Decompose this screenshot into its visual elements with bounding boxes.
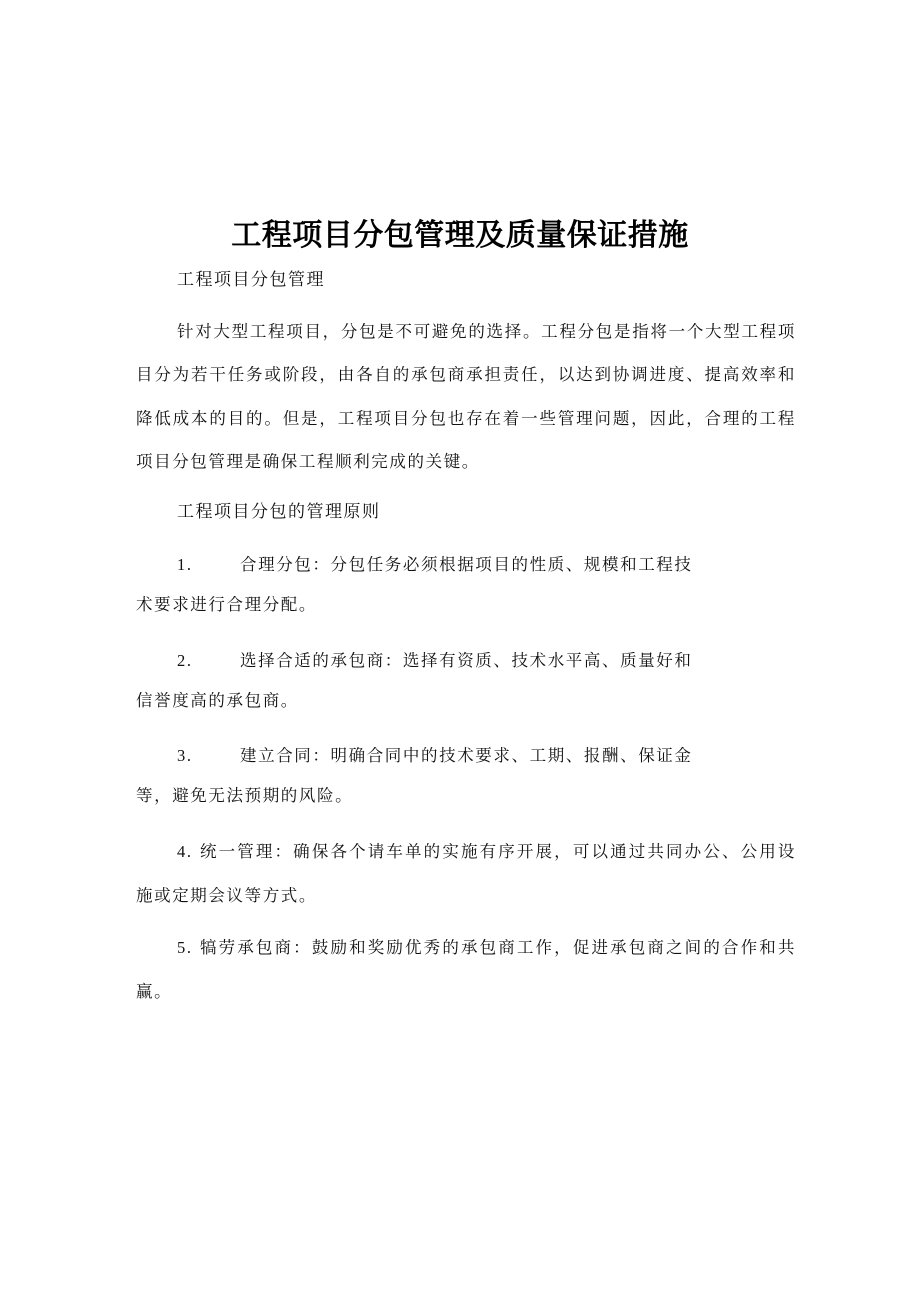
list-item-number: 4. (177, 842, 193, 861)
section-heading-subcontract-management: 工程项目分包管理 (177, 270, 325, 290)
list-item-text: 选择合适的承包商：选择有资质、技术水平高、质量好和 (240, 651, 693, 670)
list-item-continuation: 术要求进行合理分配。 (136, 595, 317, 614)
list-item-number: 3. (177, 746, 193, 765)
list-item-continuation: 等，避免无法预期的风险。 (136, 786, 354, 805)
section-heading-management-principles: 工程项目分包的管理原则 (177, 502, 381, 522)
list-item (136, 926, 796, 1014)
list-item-continuation: 信誉度高的承包商。 (136, 691, 299, 710)
list-item-number: 5. (177, 938, 193, 957)
list-item-text: 建立合同：明确合同中的技术要求、工期、报酬、保证金 (240, 746, 693, 765)
list-item (136, 830, 796, 918)
list-item-text: 犒劳承包商：鼓励和奖励优秀的承包商工作，促进承包商之间的合作和共赢。 (136, 938, 796, 1001)
intro-paragraph: 针对大型工程项目，分包是不可避免的选择。工程分包是指将一个大型工程项目分为若干任务或阶段，由各自的承包商承担责任，以达到协调进度、提高效率和降低成本的目的。但是，工程项目分包也存在着一些管理问题，因此，合理的工程项目分包管理是确保工程顺利完成的关键。 (136, 322, 796, 471)
list-item-text: 统一管理：确保各个请车单的实施有序开展，可以通过共同办公、公用设施或定期会议等方式。 (136, 842, 796, 905)
document-title: 工程项目分包管理及质量保证措施 (231, 218, 689, 253)
list-item-text: 合理分包：分包任务必须根据项目的性质、规模和工程技 (240, 555, 693, 574)
list-item-number: 1. (177, 555, 193, 574)
list-item-number: 2. (177, 651, 193, 670)
